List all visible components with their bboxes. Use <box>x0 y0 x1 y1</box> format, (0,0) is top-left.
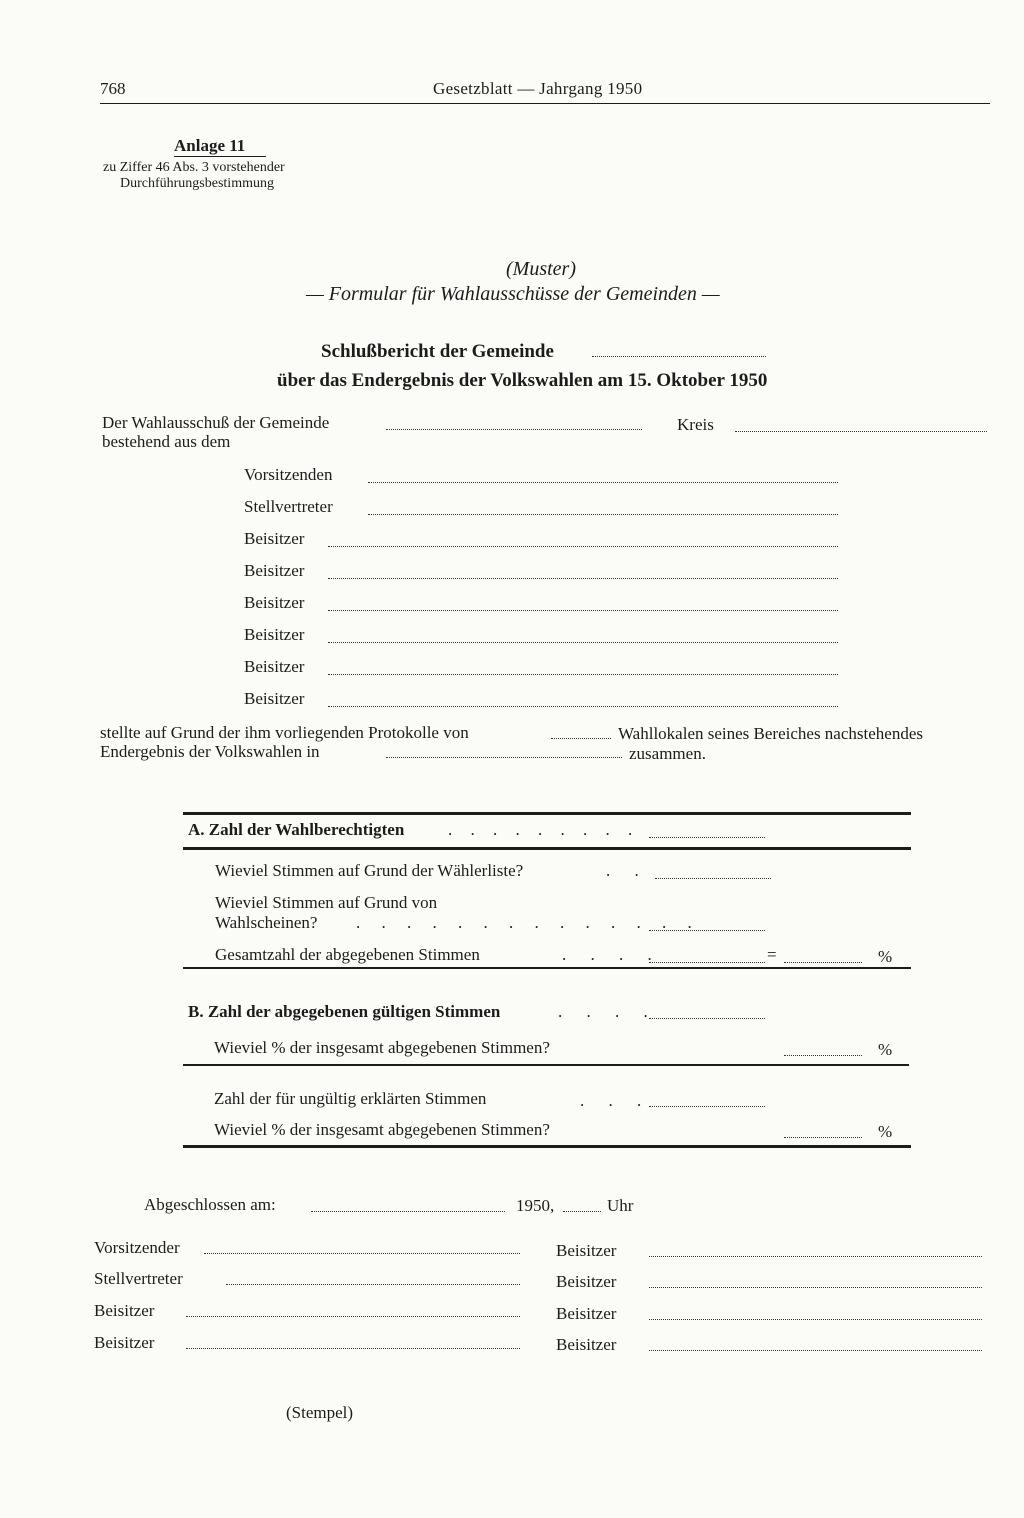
percent-sign: % <box>878 1040 893 1059</box>
statement-part3: Endergebnis der Volkswahlen in <box>100 742 320 761</box>
member-label: Vorsitzenden <box>244 465 333 484</box>
wahlscheine-field[interactable] <box>649 930 765 931</box>
member-field[interactable] <box>368 514 838 515</box>
signature-field[interactable] <box>649 1319 982 1320</box>
signature-field[interactable] <box>649 1350 982 1351</box>
signature-label: Stellvertreter <box>94 1269 183 1288</box>
muster-label: (Muster) <box>506 258 576 280</box>
leader-dots: . . . . . . . . . . . . . . <box>356 913 701 932</box>
section-a-title: A. Zahl der Wahlberechtigten <box>188 820 405 839</box>
gesamtzahl-field[interactable] <box>649 962 765 963</box>
member-field[interactable] <box>328 674 838 675</box>
leader-dots: . . . <box>580 1091 652 1110</box>
signature-field[interactable] <box>186 1316 520 1317</box>
signature-field[interactable] <box>204 1253 520 1254</box>
signature-field[interactable] <box>649 1256 982 1257</box>
member-field[interactable] <box>328 642 838 643</box>
section-a-q2-line1: Wieviel Stimmen auf Grund von <box>215 893 438 912</box>
member-field[interactable] <box>328 706 838 707</box>
kreis-field[interactable] <box>735 431 987 432</box>
committee-consisting: bestehend aus dem <box>102 432 231 451</box>
section-a-rule <box>183 847 911 850</box>
table-top-rule <box>183 812 911 815</box>
member-label: Beisitzer <box>244 593 305 612</box>
section-c-title: Zahl der für ungültig erklärten Stimmen <box>214 1089 487 1108</box>
signature-label: Vorsitzender <box>94 1238 180 1257</box>
signature-label: Beisitzer <box>94 1301 155 1320</box>
percent-sign: % <box>878 1122 893 1141</box>
signature-field[interactable] <box>649 1287 982 1288</box>
report-title-line1: Schlußbericht der Gemeinde <box>321 341 554 362</box>
statement-part2: Wahllokalen seines Bereiches nachstehendes <box>618 724 923 743</box>
stamp-label: (Stempel) <box>286 1403 354 1422</box>
signature-field[interactable] <box>186 1348 520 1349</box>
running-title: Gesetzblatt — Jahrgang 1950 <box>433 79 643 98</box>
statement-part1: stellte auf Grund der ihm vorliegenden Protokolle von <box>100 723 469 742</box>
member-label: Beisitzer <box>244 625 305 644</box>
table-bottom-rule <box>183 1145 911 1148</box>
wahllokale-count-field[interactable] <box>551 738 611 739</box>
ungueltige-percent-field[interactable] <box>784 1137 862 1138</box>
closing-year: 1950, <box>516 1196 555 1215</box>
signature-label: Beisitzer <box>556 1304 617 1323</box>
member-label: Beisitzer <box>244 561 305 580</box>
leader-dots: . . <box>606 861 649 880</box>
leader-dots: . . . . . . . . . <box>448 820 640 839</box>
annex-ref-line1: zu Ziffer 46 Abs. 3 vorstehender <box>103 160 285 175</box>
gemeinde-name-field[interactable] <box>592 356 766 357</box>
signature-label: Beisitzer <box>94 1333 155 1352</box>
member-field[interactable] <box>328 546 838 547</box>
section-c-q: Wieviel % der insgesamt abgegebenen Stimmen? <box>214 1120 550 1139</box>
member-label: Stellvertreter <box>244 497 333 516</box>
closing-time-field[interactable] <box>563 1211 601 1212</box>
section-b-title: B. Zahl der abgegebenen gültigen Stimmen <box>188 1002 501 1021</box>
member-label: Beisitzer <box>244 689 305 708</box>
member-field[interactable] <box>328 610 838 611</box>
gueltige-percent-field[interactable] <box>784 1055 862 1056</box>
annex-underline <box>174 156 266 157</box>
section-a-bottom-rule <box>183 967 911 969</box>
signature-label: Beisitzer <box>556 1241 617 1260</box>
report-title-line2: über das Endergebnis der Volkswahlen am 15. Oktober 1950 <box>277 370 768 391</box>
volkswahlen-place-field[interactable] <box>386 757 622 758</box>
equals-sign: = <box>767 945 777 964</box>
member-label: Beisitzer <box>244 657 305 676</box>
signature-label: Beisitzer <box>556 1272 617 1291</box>
leader-dots: . . . . <box>562 945 662 964</box>
section-a-total: Gesamtzahl der abgegebenen Stimmen <box>215 945 480 964</box>
member-field[interactable] <box>368 482 838 483</box>
section-b-q: Wieviel % der insgesamt abgegebenen Stimmen? <box>214 1038 550 1057</box>
gesamtzahl-percent-field[interactable] <box>784 962 862 963</box>
form-subtitle: — Formular für Wahlausschüsse der Gemeinden — <box>306 283 720 305</box>
section-a-q1: Wieviel Stimmen auf Grund der Wählerliste? <box>215 861 524 880</box>
closing-uhr: Uhr <box>607 1196 634 1215</box>
section-b-rule <box>183 1064 909 1066</box>
signature-label: Beisitzer <box>556 1335 617 1354</box>
statement-part4: zusammen. <box>629 744 706 763</box>
annex-title: Anlage 11 <box>174 136 246 155</box>
ungueltige-stimmen-field[interactable] <box>649 1106 765 1107</box>
gueltige-stimmen-field[interactable] <box>649 1018 765 1019</box>
waehlerliste-field[interactable] <box>655 878 771 879</box>
section-a-q2-line2: Wahlscheinen? <box>215 913 318 932</box>
leader-dots: . . . . <box>558 1002 658 1021</box>
header-rule <box>100 103 990 104</box>
wahlberechtigte-field[interactable] <box>649 837 765 838</box>
kreis-label: Kreis <box>677 415 714 434</box>
page-number: 768 <box>100 79 126 98</box>
percent-sign: % <box>878 947 893 966</box>
committee-intro: Der Wahlausschuß der Gemeinde <box>102 413 330 432</box>
member-field[interactable] <box>328 578 838 579</box>
closing-date-field[interactable] <box>311 1211 505 1212</box>
annex-ref-line2: Durchführungsbestimmung <box>120 176 274 191</box>
member-label: Beisitzer <box>244 529 305 548</box>
signature-field[interactable] <box>226 1284 520 1285</box>
committee-gemeinde-field[interactable] <box>386 429 642 430</box>
closing-label: Abgeschlossen am: <box>144 1195 276 1214</box>
